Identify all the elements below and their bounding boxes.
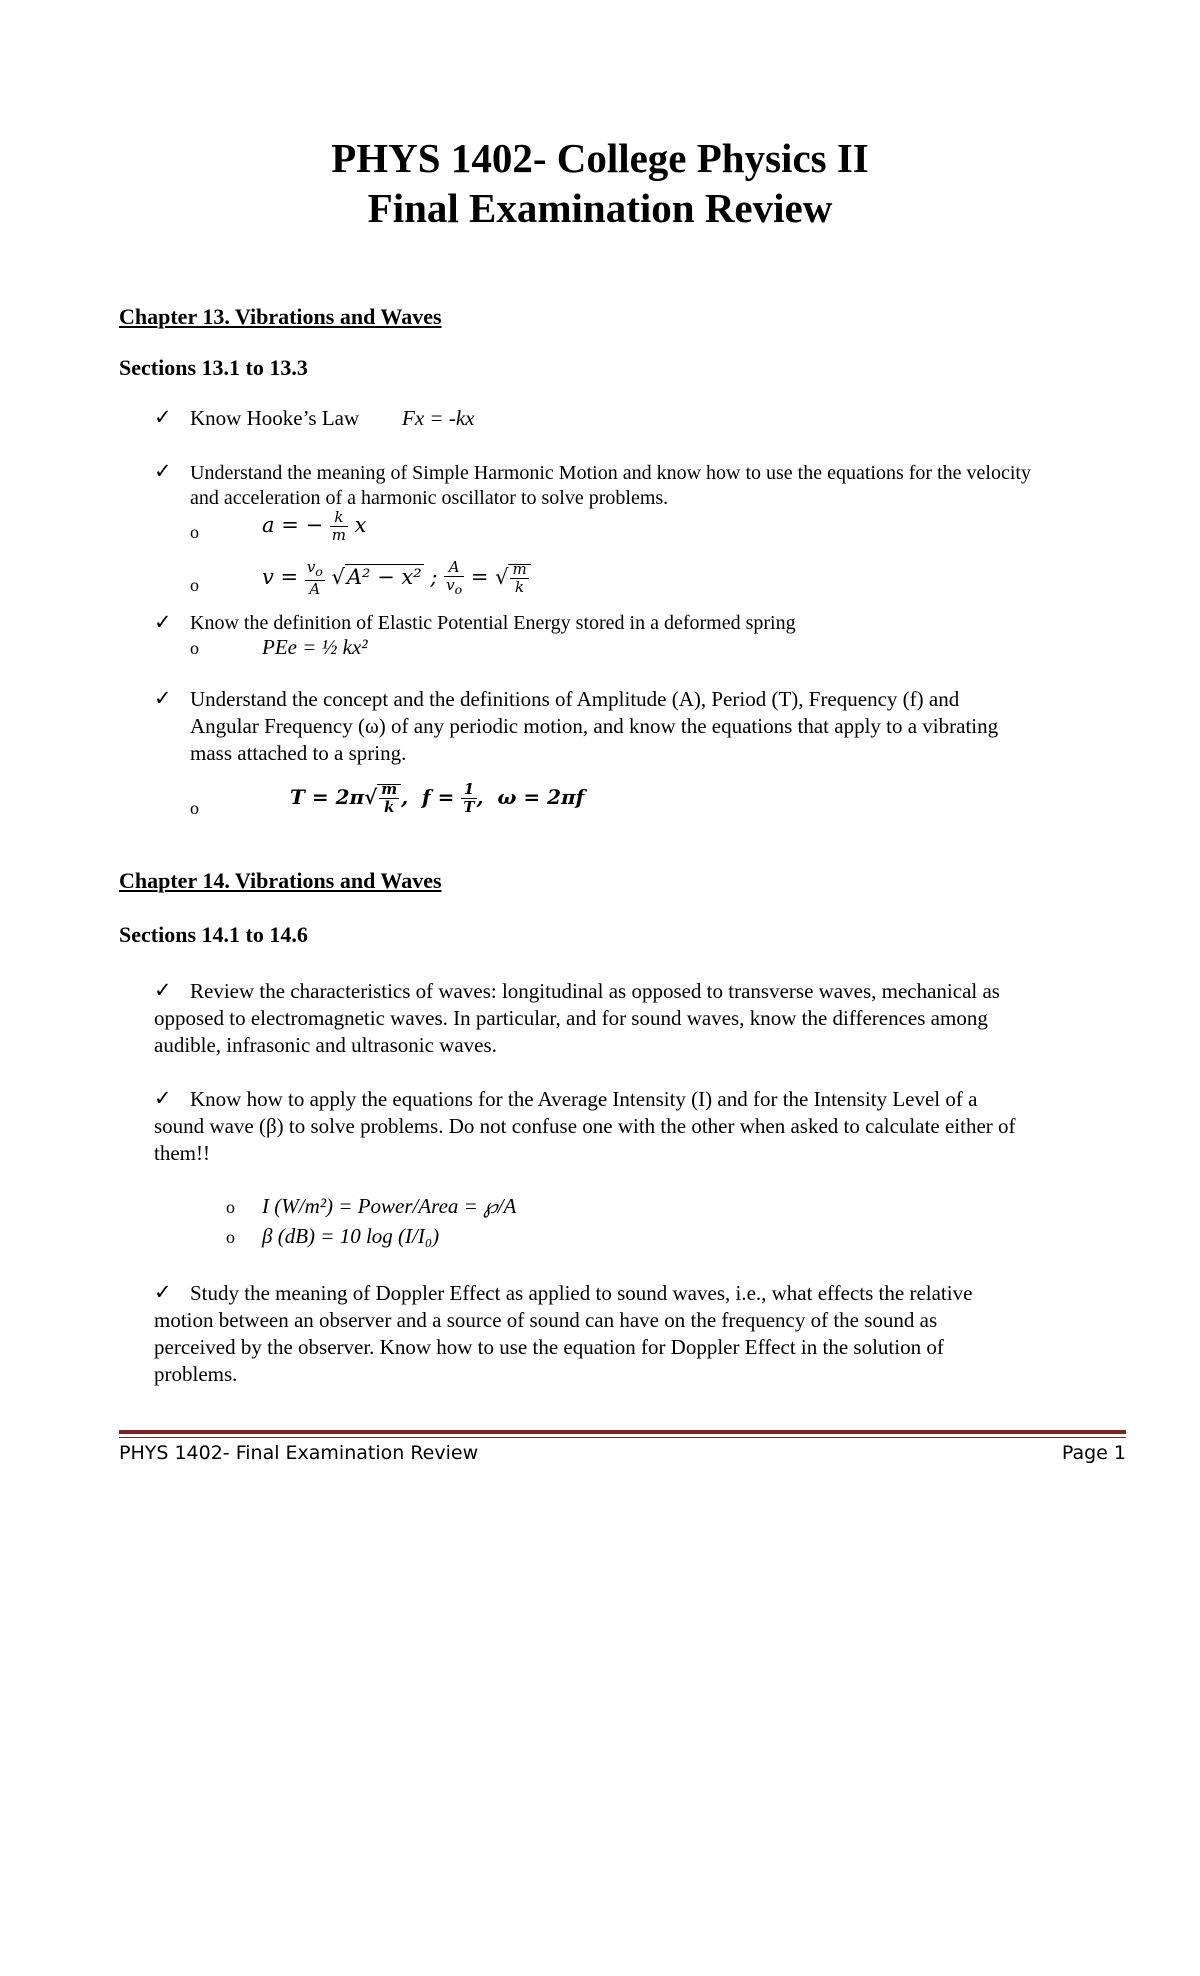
check-icon: ✓ (154, 610, 172, 634)
page-title-line2: Final Examination Review (367, 185, 833, 231)
waves-line1: Review the characteristics of waves: longitudinal as opposed to transverse waves, mechanical as (190, 979, 1000, 1003)
bullet-icon: o (226, 1227, 235, 1247)
sections-13-heading: Sections 13.1 to 13.3 (119, 355, 308, 380)
chapter-14-heading: Chapter 14. Vibrations and Waves (119, 868, 442, 893)
bullet-icon: o (190, 638, 199, 658)
equation-intensity: I (W/m²) = Power/Area = ℘/A (262, 1194, 517, 1218)
check-icon: ✓ (154, 1280, 172, 1304)
elastic-pe-text: Know the definition of Elastic Potential Energy stored in a deformed spring (190, 612, 796, 634)
doppler-line4: problems. (154, 1362, 238, 1386)
equation-acceleration: a = − $\frac{k}{m}$ x (262, 508, 367, 544)
bullet-icon: o (190, 522, 199, 542)
check-icon: ✓ (154, 978, 172, 1002)
waves-line3: audible, infrasonic and ultrasonic waves. (154, 1033, 497, 1057)
doppler-line2: motion between an observer and a source of sound can have on the frequency of the sound as (154, 1308, 938, 1332)
shm-line2: and acceleration of a harmonic oscillator to solve problems. (190, 487, 669, 509)
page-number: Page 1 (1061, 1442, 1126, 1464)
waves-line2: opposed to electromagnetic waves. In particular, and for sound waves, know the differences among (154, 1006, 988, 1030)
amplitude-line2: Angular Frequency (ω) of any periodic motion, and know the equations that apply to a vibrating (190, 714, 999, 738)
hooke-law-formula: Fx = -kx (402, 406, 475, 430)
check-icon: ✓ (154, 686, 172, 710)
equation-velocity: v = $\frac{v_o}{A}$ √A² − x² ; $\frac{A}{v_o}$ = √ $\frac{m}{k}$ (262, 560, 531, 597)
equation-period-frequency: T = 2π√ $\frac{m}{k}$ , f = $\frac{1}{T}$ , ω = 2πf (290, 780, 585, 816)
doppler-line1: Study the meaning of Doppler Effect as applied to sound waves, i.e., what effects the relative (190, 1281, 973, 1305)
sections-14-heading: Sections 14.1 to 14.6 (119, 922, 308, 947)
intensity-line3: them!! (154, 1141, 210, 1165)
footer-title: PHYS 1402- Final Examination Review (119, 1442, 479, 1464)
page-title-line1: PHYS 1402- College Physics II (331, 135, 869, 181)
bullet-icon: o (190, 798, 199, 818)
check-icon: ✓ (154, 459, 172, 483)
footer-rule (119, 1430, 1126, 1434)
shm-line1: Understand the meaning of Simple Harmonic Motion and know how to use the equations for the velocity (190, 462, 1031, 484)
intensity-line1: Know how to apply the equations for the Average Intensity (I) and for the Intensity Level of a (190, 1087, 978, 1111)
doppler-line3: perceived by the observer. Know how to use the equation for Doppler Effect in the solution of (154, 1335, 944, 1359)
intensity-line2: sound wave (β) to solve problems. Do not confuse one with the other when asked to calculate either of (154, 1114, 1016, 1138)
check-icon: ✓ (154, 1086, 172, 1110)
bullet-icon: o (190, 575, 199, 595)
amplitude-line1: Understand the concept and the definitions of Amplitude (A), Period (T), Frequency (f) and (190, 687, 960, 711)
hooke-law-text: Know Hooke’s Law (190, 406, 360, 430)
amplitude-line3: mass attached to a spring. (190, 741, 407, 765)
chapter-13-heading: Chapter 13. Vibrations and Waves (119, 304, 442, 329)
footer-rule-thin (119, 1437, 1126, 1438)
equation-intensity-level: β (dB) = 10 log (I/I₀) (262, 1224, 440, 1248)
check-icon: ✓ (154, 405, 172, 429)
elastic-pe-formula: PEe = ½ kx² (262, 635, 368, 659)
bullet-icon: o (226, 1197, 235, 1217)
